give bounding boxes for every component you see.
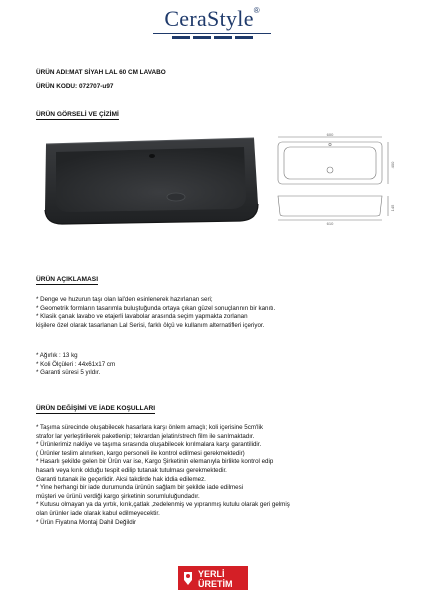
- spec-weight: * Ağırlık : 13 kg: [36, 352, 78, 359]
- returns-section-title: ÜRÜN DEĞİŞİMİ VE İADE KOŞULLARI: [36, 405, 156, 412]
- returns-line: * Hasarlı şekilde gelen bir Ürün var ise, Kargo Şirketinin elemanıyla birlikte kontrol edip: [36, 458, 274, 466]
- brand-wordmark: [0, 6, 424, 32]
- logo-rule: [153, 33, 271, 34]
- returns-line: * Kutusu olmayan ya da yırtık, kırık,çatlak ,zedelenmiş ve yıpranmış kutulu olarak geri gelmiş: [36, 501, 290, 509]
- registered-mark: ®: [253, 6, 260, 15]
- specs-list: [36, 352, 115, 378]
- spec-warranty: * Garanti süresi 5 yıldır.: [36, 369, 101, 377]
- returns-line: müşteri ve ürünü verdiği kargo şirketinin sorumluluğundadır.: [36, 492, 200, 500]
- dim-side: 145: [390, 204, 395, 212]
- dim-top: 600: [326, 132, 334, 137]
- returns-line: * Yine herhangi bir iade durumunda ürünün sağlam bir şekilde iade edilmesi: [36, 484, 244, 492]
- basin-photo: [40, 134, 260, 226]
- logo-bars: [0, 36, 424, 39]
- returns-line: Garanti tutanak ile geçerlidir. Aksi takdirde hak iddia edilemez.: [36, 475, 206, 483]
- dim-right: 400: [390, 161, 395, 169]
- dim-bottom: 610: [326, 221, 334, 226]
- brand-logo: [0, 6, 424, 39]
- spec-box-size: * Koli Ölçüleri : 44x61x17 cm: [36, 360, 116, 368]
- description-line: * Klasik çanak lavabo ve etajerli lavabolar arasında seçim yapmakta zorlanan: [36, 313, 248, 321]
- yerli-uretim-badge: [178, 566, 248, 590]
- returns-line: olan ürünler iade olarak kabul edilmeyecektir.: [36, 509, 160, 517]
- description-line: * Denge ve huzurun taşı olan lal'den esinlenerek hazırlanan seri;: [36, 296, 213, 303]
- brand-name: CeraStyle: [164, 6, 254, 31]
- technical-drawing: [270, 132, 410, 228]
- badge-line-1: YERLİ: [198, 569, 225, 579]
- description-line: kişilere özel olarak tasarlanan Lal Serisi, farklı ölçü ve kullanım alternatifleri içeriyor.: [36, 321, 265, 329]
- badge-line-2: ÜRETİM: [198, 579, 233, 589]
- returns-line: * Taşıma sürecinde oluşabilecek hasarlara karşı önlem amaçlı; koli içerisine 5cm'lik: [36, 424, 264, 431]
- description-list: [36, 296, 275, 330]
- images-section-title: ÜRÜN GÖRSELİ VE ÇİZİMİ: [36, 111, 119, 118]
- returns-line: ( Ürünler teslim alınırken, kargo personeli ile kontrol edilmesi gerekmektedir): [36, 449, 245, 457]
- returns-line: * Ürün Fiyatına Montaj Dahil Değildir: [36, 518, 137, 526]
- product-code: ÜRÜN KODU: 072707-u97: [36, 83, 114, 90]
- description-section-title: ÜRÜN AÇIKLAMASI: [36, 276, 99, 283]
- product-name: ÜRÜN ADI:MAT SİYAH LAL 60 CM LAVABO: [36, 69, 166, 76]
- returns-line: hasarlı veya kırık olduğu tespit edilip tutanak tutulması gerekmektedir.: [36, 466, 227, 474]
- returns-list: [36, 424, 290, 527]
- returns-line: * Ürünlerimiz nakliye ve taşıma sırasında oluşabilecek kırılmalara karşı garantilidir.: [36, 441, 262, 449]
- returns-line: strafor lar yerleştirilerek paketlenip; tekrardan jelatin/strech film ile sarılmaktadır.: [36, 432, 255, 440]
- description-line: * Geometrik formların tasarımla buluştuğunda ortaya çıkan güzel sonuçlarının bir kanıtı.: [36, 304, 276, 312]
